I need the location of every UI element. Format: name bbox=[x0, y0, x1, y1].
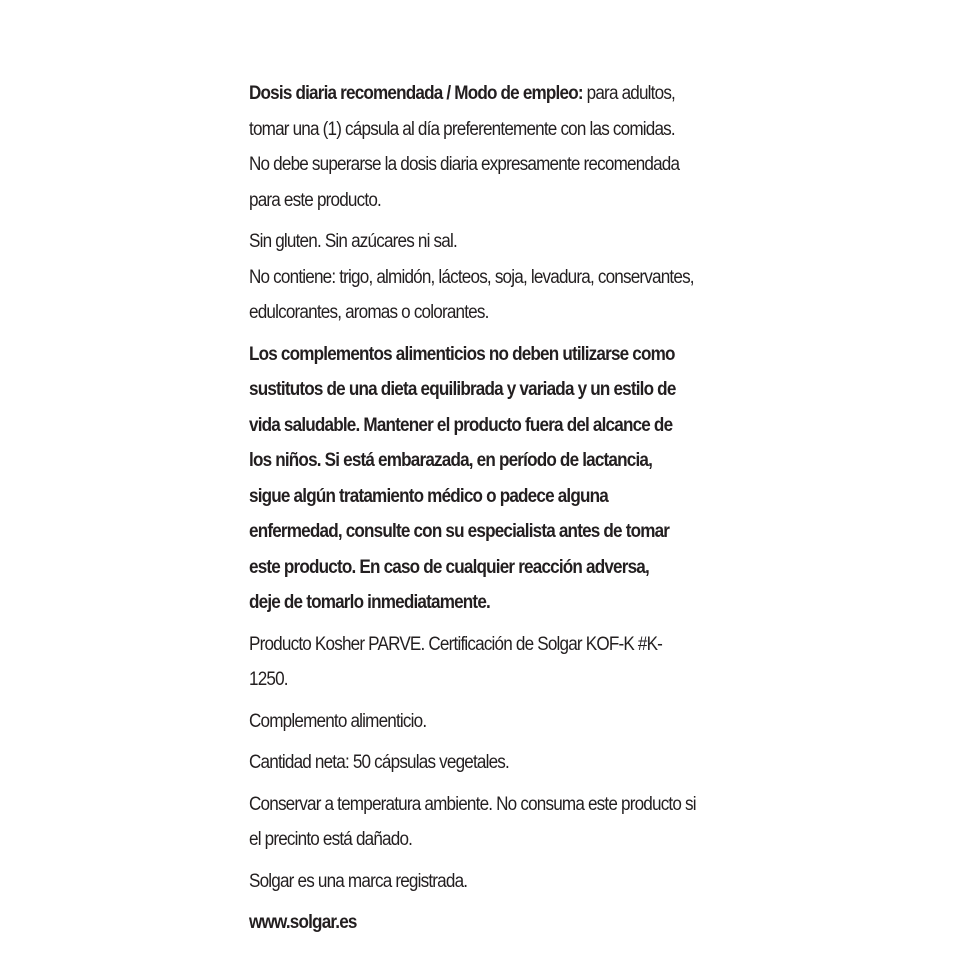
warning-line-4: los niños. Si está embarazada, en período de lactancia, bbox=[249, 450, 653, 471]
dosage-line-2: tomar una (1) cápsula al día preferentemente con las comidas. bbox=[249, 118, 675, 140]
warning-line-6: enfermedad, consulte con su especialista antes de tomar bbox=[249, 521, 670, 542]
warning-paragraph bbox=[249, 337, 699, 621]
website-link[interactable]: www.solgar.es bbox=[249, 912, 357, 933]
trademark-statement: Solgar es una marca registrada. bbox=[249, 870, 468, 892]
storage-line-1: Conservar a temperatura ambiente. No consuma este producto si bbox=[249, 793, 696, 815]
product-label-text bbox=[249, 76, 699, 941]
dosage-line-4: para este producto. bbox=[249, 189, 381, 211]
dosage-paragraph bbox=[249, 76, 699, 218]
free-from-line-2: No contiene: trigo, almidón, lácteos, soja, levadura, conservantes, bbox=[249, 266, 694, 288]
warning-line-3: vida saludable. Mantener el producto fuera del alcance de bbox=[249, 414, 673, 436]
dosage-line-3: No debe superarse la dosis diaria expresamente recomendada bbox=[249, 154, 680, 175]
dosage-heading-continuation: para adultos, bbox=[582, 83, 676, 104]
warning-line-7: este producto. En caso de cualquier reacción adversa, bbox=[249, 556, 649, 578]
supplement-statement: Complemento alimenticio. bbox=[249, 710, 427, 732]
warning-line-8: deje de tomarlo inmediatamente. bbox=[249, 592, 490, 613]
free-from-paragraph bbox=[249, 224, 699, 331]
warning-line-5: sigue algún tratamiento médico o padece alguna bbox=[249, 485, 608, 507]
dosage-line-1 bbox=[249, 76, 699, 112]
free-from-line-1: Sin gluten. Sin azúcares ni sal. bbox=[249, 231, 457, 252]
warning-line-2: sustitutos de una dieta equilibrada y variada y un estilo de bbox=[249, 379, 676, 400]
kosher-statement: Producto Kosher PARVE. Certificación de Solgar KOF-K #K-1250. bbox=[249, 633, 663, 690]
warning-line-1: Los complementos alimenticios no deben utilizarse como bbox=[249, 343, 675, 365]
storage-line-2: el precinto está dañado. bbox=[249, 829, 413, 850]
dosage-heading: Dosis diaria recomendada / Modo de empleo: bbox=[249, 83, 583, 104]
free-from-line-3: edulcorantes, aromas o colorantes. bbox=[249, 302, 489, 323]
storage-paragraph bbox=[249, 787, 699, 858]
net-quantity: Cantidad neta: 50 cápsulas vegetales. bbox=[249, 752, 509, 773]
